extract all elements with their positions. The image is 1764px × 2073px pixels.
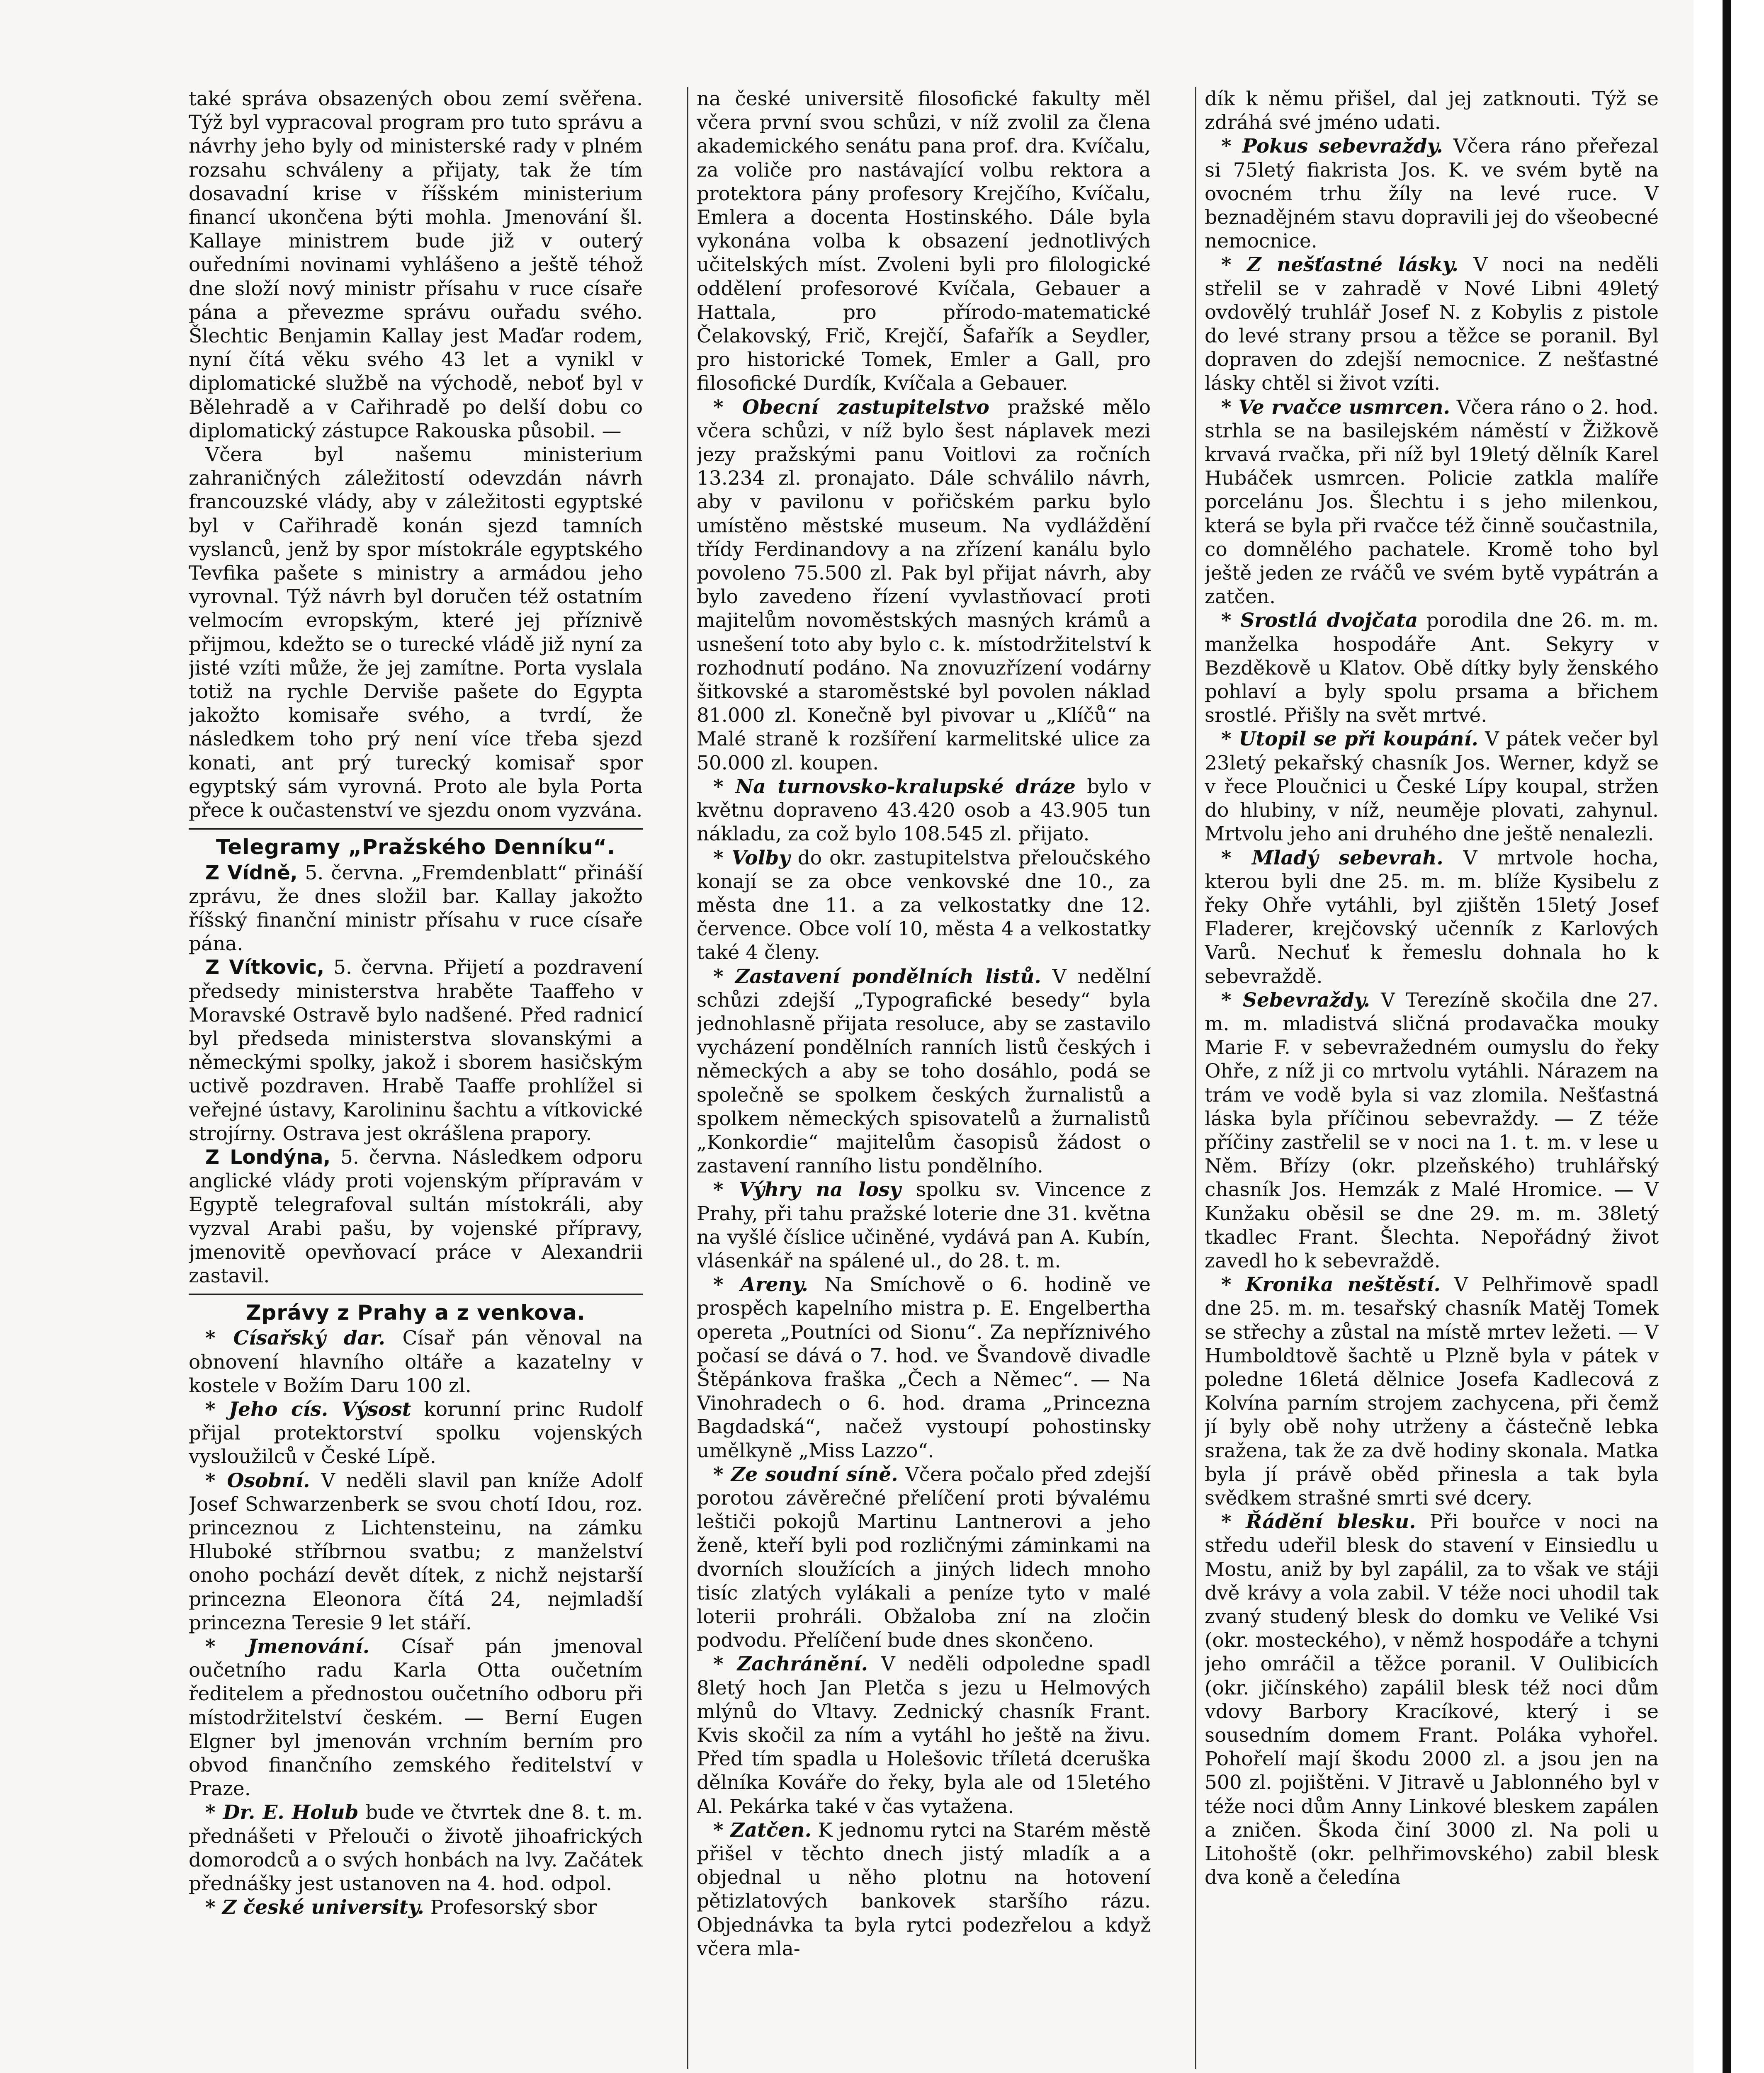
news-item: * Obecní zastupitelstvo pražské mělo včera schůzi, v níž bylo šest náplavek mezi jezy pražskými panu Voitlovi za ročních 13.234 zl. pronajato. Dále schválilo návrh, aby v pavilonu v pořičském parku bylo umístěno městské museum. Na vydláždění třídy Ferdinandovy a na zřízení kanálu bylo povoleno 75.500 zl. Pak byl přijat návrh, aby bylo zavedeno řízení vyvlastňovací proti majitelům novoměstských masných krámů a usnešení toto aby bylo c. k. místodržitelství k rozhodnutí podáno. Na znovuzřízení vodárny šitkovské a staroměstské byl povolen náklad 81.000 zl. Konečně byl pivovar u „Klíčů“ na Malé straně k rozšíření karmelitské ulice za 50.000 zl. koupen. (697, 396, 1151, 774)
news-item: * Osobní. V neděli slavil pan kníže Adolf Josef Schwarzenberk se svou chotí Idou, roz. princeznou z Lichtensteinu, na zámku Hluboké stříbrnou svatbu; z manželství onoho pochází devět dítek, z nichž nejstarší princezna Eleonora čítá 24, nejmladší princezna Teresie 9 let stáří. (189, 1469, 643, 1634)
news-kicker: Utopil se při koupání. (1239, 728, 1478, 751)
news-kicker: Pokus sebevraždy. (1242, 135, 1443, 158)
news-item: * Zachránění. V neděli odpoledne spadl 8letý hoch Jan Pletča s jezu u Helmových mlýnů do Vltavy. Zednický chasník Frant. Kvis skočil za ním a vytáhl ho ještě na živu. Před tím spadla u Holešovic tříletá dceruška dělníka Kováře do řeky, byla ale od 15letého Al. Pekárka také v čas vytažena. (697, 1653, 1151, 1818)
news-kicker: Mladý sebevrah. (1251, 846, 1443, 869)
news-item: * Zatčen. K jednomu rytci na Starém městě přišel v těchto dnech jistý mladík a a objednal u něho plotnu na hotovení pětizlatových bankovek staršího rázu. Objednávka ta byla rytci podezřelou a když včera mla- (697, 1818, 1151, 1960)
news-kicker: Kronika neštěstí. (1245, 1273, 1441, 1296)
telegram-place: Z Londýna, (205, 1146, 331, 1169)
news-kicker: Zatčen. (730, 1818, 812, 1842)
news-item: * Ve rvačce usmrcen. Včera ráno o 2. hod. strhla se na basilejském náměstí v Žižkově krvavá rvačka, při níž byl 19letý dělník Karel Hubáček usmrcen. Policie zatkla malíře porcelánu Jos. Šlechtu i s jeho milenkou, která se byla při rvačce též činně součastnila, co domnělého pachatele. Kromě toho byl ještě jeden ze rváčů ve svém bytě vypátrán a zatčen. (1205, 396, 1659, 609)
news-kicker: Z nešťastné lásky. (1247, 253, 1459, 277)
news-kicker: Srostlá dvojčata (1240, 609, 1418, 632)
news-kicker: Na turnovsko-kralupské dráze (735, 775, 1076, 798)
article-text: také správa obsazených obou zemí svěřena. Týž byl vypracoval program pro tuto správu a návrhy jeho byly od ministerské rady v plném rozsahu schváleny a přijaty, tak že tím dosavadní krise v říšském ministerium financí ukončena býti mohla. Jmenování šl. Kallaye ministrem bude již v outerý ouředními novinami vyhlášeno a ještě téhož dne složí nový ministr přísahu v ruce císaře pána a převezme správu ouřadu svého. Šlechtic Benjamin Kallay jest Maďar rodem, nyní čítá věku svého 43 let a vynikl v diplomatické službě na východě, neboť byl v Bělehradě a v Cařihradě po delší dobu co diplomatický zástupce Rakouska působil. — (189, 87, 643, 442)
article-text: Včera byl našemu ministerium zahraničných záležitostí odevzdán návrh francouzské vlády, aby v záležitosti egyptské byl v Cařihradě konán sjezd tamních vyslanců, jenž by spor místokrále egyptského Tevfika pašete s ministry a armádou jeho vyrovnal. Týž návrh byl doručen též ostatním velmocím evropským, které jej příznivě přijmou, kdežto se o turecké vládě již nyní za jisté vzíti může, že jej zamítne. Porta vyslala totiž na rychle Derviše pašete do Egypta jakožto komisaře svého, a tvrdí, že následkem toho prý není více třeba sjezd konati, ant prý turecký komisař spor egyptský sám vyrovná. Proto ale byla Porta přece k oučastenství ve sjezdu onom vyzvána. (189, 443, 643, 822)
news-kicker: Jmenování. (248, 1635, 370, 1658)
news-kicker: Zachránění. (737, 1653, 868, 1676)
news-kicker: Ze soudní síně. (731, 1463, 898, 1486)
news-item: * Ze soudní síně. Včera počalo před zdejší porotou závěrečné přelíčení proti bývalému leštiči pokojů Martinu Lantnerovi a jeho ženě, kteří byli pod rozličnými záminkami na dvorních sloužících a jiných lidech mnoho tisíc zlatých vylákali a peníze tyto v malé loterii prohráli. Obžaloba zní na zločin podvodu. Přelíčení bude dnes skončeno. (697, 1463, 1151, 1652)
column-2 (697, 87, 1151, 2069)
news-kicker: Areny. (740, 1273, 809, 1296)
section-heading-telegrams: Telegramy „Pražského Denníku“. (216, 835, 616, 859)
column-3 (1205, 87, 1659, 2069)
news-item: * Volby do okr. zastupitelstva přeloučského konají se za obce venkovské dne 10., za města dne 11. a za velkostatky dne 12. července. Obce volí 10, města 4 a velkostatky také 4 členy. (697, 846, 1151, 964)
section-heading-news: Zprávy z Prahy a z venkova. (246, 1301, 586, 1325)
telegram-item: Z Londýna, 5. června. Následkem odporu anglické vlády proti vojenským přípravám v Egyptě telegrafoval sultán místokráli, aby vyzval Arabi pašu, by vojenské přípravy, jmenovitě opevňovací práce v Alexandrii zastavil. (189, 1146, 643, 1287)
news-item: * Sebevraždy. V Terezíně skočila dne 27. m. m. mladistvá sličná prodavačka mouky Marie F. v sebevražedném oumyslu do řeky Ohře, z níž ji co mrtvolu vytáhli. Nárazem na trám ve vodě byla si vaz zlomila. Nešťastná láska byla příčinou sebevraždy. — Z téže příčiny zastřelil se v noci na 1. t. m. v lese u Něm. Břízy (okr. plzeňského) truhlářský chasník Jos. Hemzák z Malé Hromice. — V Kunžaku oběsil se dne 29. m. m. 38letý tkadlec Frant. Šlechta. Nepořádný život zavedl ho k sebevraždě. (1205, 988, 1659, 1272)
news-item: * Pokus sebevraždy. Včera ráno přeřezal si 75letý fiakrista Jos. K. ve svém bytě na ovocném trhu žíly na levé ruce. V beznadějném stavu dopravili jej do všeobecné nemocnice. (1205, 135, 1659, 253)
news-item: * Jeho cís. Výsost korunní princ Rudolf přijal protektorství spolku vojenských vysloužilců v České Lípě. (189, 1398, 643, 1469)
news-kicker: Sebevraždy. (1243, 988, 1370, 1012)
news-item: * Na turnovsko-kralupské dráze bylo v květnu dopraveno 43.420 osob a 43.905 tun nákladu, za což bylo 108.545 zl. přijato. (697, 775, 1151, 846)
news-item: * Z české university. Profesorský sbor (205, 1896, 597, 1919)
news-item: * Řádění blesku. Při bouřce v noci na středu udeřil blesk do stavení v Einsiedlu u Mostu, aniž by byl zapálil, za to však ve stáji dvě krávy a vola zabil. V téže noci uhodil tak zvaný studený blesk do domku ve Veliké Vsi (okr. mosteckého), v němž hospodáře a tchyni jeho omráčil a těžce poranil. V Oulibicích (okr. jičínského) zapálil blesk též noci dům vdovy Barbory Kracíkové, který i se sousedním domem Frant. Poláka vyhořel. Pohořelí mají škodu 2000 zl. a jsou jen na 500 zl. pojištěni. V Jitravě u Jablonného byl v téže noci dům Anny Linkové bleskem zapálen a zničen. Škoda činí 3000 zl. Na poli u Litohoště (okr. pelhřimovského) zabil blesk dva koně a čeledína (1205, 1510, 1659, 1889)
news-item: * Kronika neštěstí. V Pelhřimově spadl dne 25. m. m. tesařský chasník Matěj Tomek se střechy a zůstal na místě mrtev ležeti. — V Humboldtově šachtě u Plzně byla v pátek v poledne 16letá dělnice Josefa Kadlecová z Kolvína parním strojem zachycena, při čemž jí byly obě nohy utrženy a částečně lebka sražena, tak že za dvě hodiny skonala. Matka byla jí právě oběd přinesla a tak byla svědkem strašné smrti své dcery. (1205, 1273, 1659, 1510)
news-item: * Výhry na losy spolku sv. Vincence z Prahy, při tahu pražské loterie dne 31. května na vyšlé číslice učiněné, vydává pan A. Kubín, vlásenkář na spálené ul., do 28. t. m. (697, 1178, 1151, 1272)
scan-margin (1694, 0, 1764, 2073)
column-rule (687, 87, 688, 2069)
article-text: na české universitě filosofické fakulty měl včera první svou schůzi, v níž zvolil za člena akademického senátu pana prof. dra. Kvíčalu, za voliče pro nastávající volbu rektora a protektora pány profesory Krejčího, Kvíčalu, Emlera a docenta Hostinského. Dále byla vykonána volba k obsazení jednotlivých učitelských míst. Zvoleni byli pro filologické oddělení profesorové Kvíčala, Gebauer a Hattala, pro přírodo-matematické Čelakovský, Frič, Krejčí, Šafařík a Seydler, pro historické Tomek, Emler a Gall, pro filosofické Durdík, Kvíčala a Gebauer. (697, 87, 1151, 395)
news-item: * Utopil se při koupání. V pátek večer byl 23letý pekařský chasník Jos. Werner, když se v řece Ploučnici u České Lípy koupal, stržen do hlubiny, v níž, neuměje plovati, zahynul. Mrtvolu jeho ani druhého dne ještě nenalezli. (1205, 728, 1659, 846)
section-divider (189, 1294, 643, 1295)
news-kicker: Výhry na losy (739, 1178, 901, 1202)
news-item: * Srostlá dvojčata porodila dne 26. m. m. manželka hospodáře Ant. Sekyry v Bezděkově u Klatov. Obě dítky byly ženského pohlaví a byly spolu prsama a břichem srostlé. Přišly na svět mrtvé. (1205, 609, 1659, 727)
scan-edge-bar (1723, 0, 1731, 2073)
news-kicker: Císařský dar. (233, 1327, 385, 1350)
column-1 (189, 87, 643, 2069)
telegram-item: Z Vítkovic, 5. června. Přijetí a pozdravení předsedy ministerstva hraběte Taaffeho v Moravské Ostravě bylo nadšené. Před radnicí byl předseda ministerstva slovanskými a německými spolky, jakož i sborem hasičským uctivě pozdraven. Hrabě Taaffe prohlížel si veřejné ústavy, Karolininu šachtu a vítkovické strojírny. Ostrava jest okrášlena prapory. (189, 956, 643, 1145)
news-kicker: Volby (731, 846, 790, 869)
news-kicker: Zastavení pondělních listů. (735, 965, 1041, 988)
news-item: * Areny. Na Smíchově o 6. hodině ve prospěch kapelního mistra p. E. Engelbertha opereta „Poutníci od Sionu“. Za nepříznivého počasí se dává o 7. hod. ve Švandově divadle Štěpánkova fraška „Čech a Němec“. — Na Vinohradech o 6. hod. drama „Princezna Bagdadská“, načež vystoupí pohostinsky umělkyně „Miss Lazzo“. (697, 1273, 1151, 1462)
news-item: * Císařský dar. Císař pán věnoval na obnovení hlavního oltáře a kazatelny v kostele v Božím Daru 100 zl. (189, 1327, 643, 1397)
telegram-place: Z Vídně, (205, 861, 298, 884)
news-kicker: Obecní zastupitelstvo (742, 396, 989, 419)
news-item: * Dr. E. Holub bude ve čtvrtek dne 8. t. m. přednášeti v Přelouči o životě jihoafrických domorodců a o svých honbách na lvy. Začátek přednášky jest ustanoven na 4. hod. odpol. (189, 1801, 643, 1896)
news-kicker: Dr. E. Holub (223, 1801, 359, 1824)
news-item: * Jmenování. Císař pán jmenoval oučetního radu Karla Otta oučetním ředitelem a přednostou oučetního odboru při místodržitelství českém. — Berní Eugen Elgner byl jmenován vrchním berním pro obvod finančního zemského ředitelství v Praze. (189, 1635, 643, 1801)
news-kicker: Řádění blesku. (1246, 1510, 1416, 1534)
telegram-item: Z Vídně, 5. června. „Fremdenblatt“ přináší zprávu, že dnes složil bar. Kallay jakožto říšský finanční ministr přísahu v ruce císaře pána. (189, 861, 643, 956)
news-item: * Z nešťastné lásky. V noci na neděli střelil se v zahradě v Nové Libni 49letý ovdovělý truhlář Josef N. z Kobylis z pistole do levé strany prsou a těžce se poranil. Byl dopraven do zdejší nemocnice. Z nešťastné lásky chtěl si život vzíti. (1205, 253, 1659, 395)
news-kicker: Ve rvačce usmrcen. (1238, 396, 1450, 419)
telegram-place: Z Vítkovic, (205, 956, 325, 979)
news-item: * Mladý sebevrah. V mrtvole hocha, kterou byli dne 25. m. m. blíže Kysibelu z řeky Ohře vytáhli, byl zjištěn 15letý Josef Fladerer, krejčovský učenník z Karlových Varů. Nechuť k řemeslu dohnala ho k sebevraždě. (1205, 846, 1659, 988)
news-kicker: Z české university. (222, 1896, 424, 1919)
article-text: dík k němu přišel, dal jej zatknouti. Týž se zdráhá své jméno udati. (1205, 87, 1659, 134)
news-kicker: Jeho cís. Výsost (228, 1398, 411, 1421)
section-divider (189, 828, 643, 830)
news-kicker: Osobní. (227, 1469, 310, 1492)
news-item: * Zastavení pondělních listů. V nedělní schůzi zdejší „Typografické besedy“ byla jednohlasně přijata resoluce, aby se zastavilo vycházení pondělních ranních listů českých i německých a aby se toho dosáhlo, podá se společně se spolkem českých žurnalistů a spolkem německých spisovatelů a žurnalistů „Konkordie“ majitelům časopisů žádost o zastavení ranního listu pondělního. (697, 965, 1151, 1178)
column-rule (1195, 87, 1196, 2069)
